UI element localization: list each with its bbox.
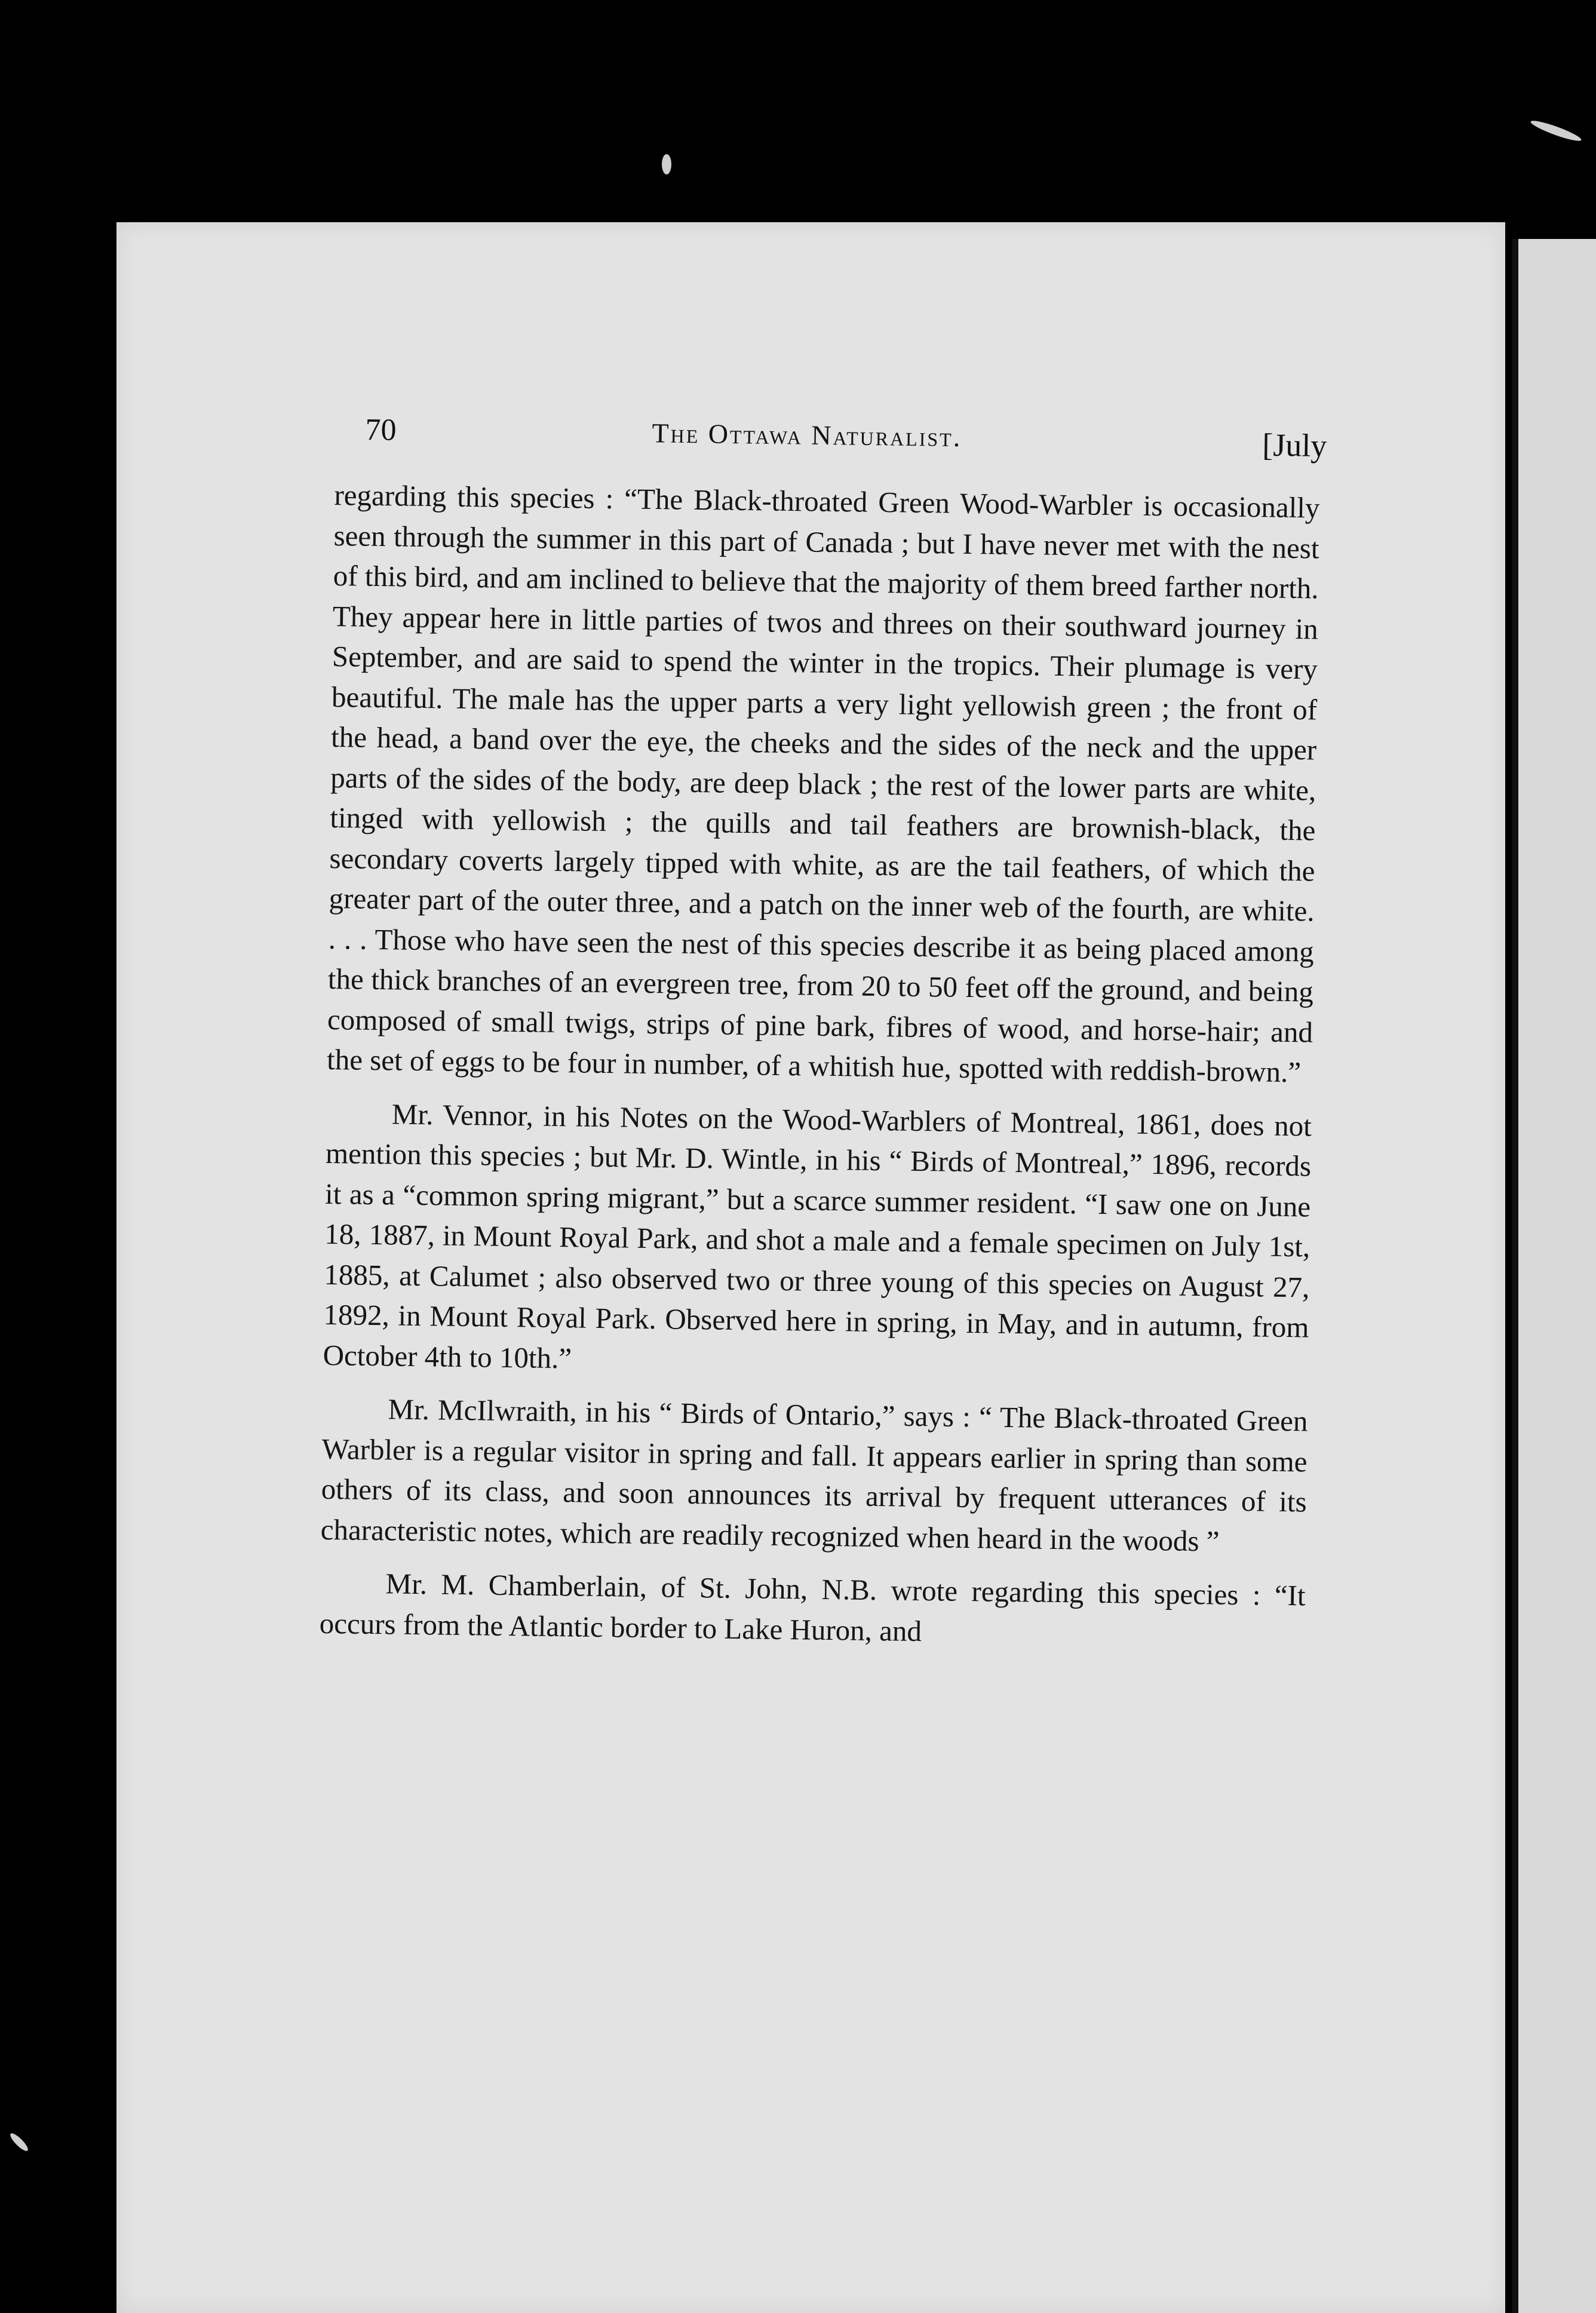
dust-speck [8, 2131, 30, 2154]
dust-speck [662, 154, 671, 174]
paragraph-vennor: Mr. Vennor, in his Notes on the Wood-Warblers of Montreal, 1861, does not mention this species ; but Mr. D. Wintle, in his “ Birds of Montreal,” 1896, records it as a “common spring migrant,” but a scarce summer resident. “I saw one on June 18, 1887, in Mount Royal Park, and shot a male and a female specimen on July 1st, 1885, at Calumet ; also observed two or three young of this species on August 27, 1892, in Mount Royal Park. Observed here in spring, in May, and in autumn, from October 4th to 10th.” [323, 1097, 1312, 1375]
journal-title: The Ottawa Naturalist. [652, 418, 962, 453]
issue-month: [July [1262, 427, 1327, 464]
dust-speck [1529, 118, 1582, 144]
article-body [319, 475, 1320, 1669]
page-number: 70 [365, 412, 397, 447]
paragraph-mcilwraith: Mr. McIlwraith, in his “ Birds of Ontario,” says : “ The Black-throated Green Warbler is a regular visitor in spring and fall. It appears earlier in spring than some others of its class, and soon announces its arrival by frequent utterances of its characteristic notes, which are readily recognized when heard in the woods ” [320, 1392, 1308, 1558]
paragraph-chamberlain: Mr. M. Chamberlain, of St. John, N.B. wrote regarding this species : “It occurs from the Atlantic border to Lake Huron, and [319, 1567, 1306, 1648]
paragraph-quote-continuation: regarding this species : “The Black-throated Green Wood-Warbler is occasionally seen through the summer in this part of Canada ; but I have never met with the nest of this bird, and am inclined to believe that the majority of them breed farther north. They appear here in little parties of twos and threes on their southward journey in September, and are said to spend the winter in the tropics. Their plumage is very beautiful. The male has the upper parts a very light yellowish green ; the front of the head, a band over the eye, the cheeks and the sides of the neck and the upper parts of the sides of the body, are deep black ; the rest of the lower parts are white, tinged with yellowish ; the quills and tail feathers are brownish-black, the secondary coverts largely tipped with white, as are the tail feathers, of which the greater part of the outer three, and a patch on the inner web of the fourth, are white. . . . Those who have seen the nest of this species describe it as being placed among the thick branches of an evergreen tree, from 20 to 50 feet off the ground, and being composed of small twigs, strips of pine bark, fibres of wood, and horse-hair; and the set of eggs to be four in number, of a whitish hue, spotted with reddish-brown.” [326, 478, 1320, 1089]
facing-page-edge [1512, 239, 1596, 2313]
